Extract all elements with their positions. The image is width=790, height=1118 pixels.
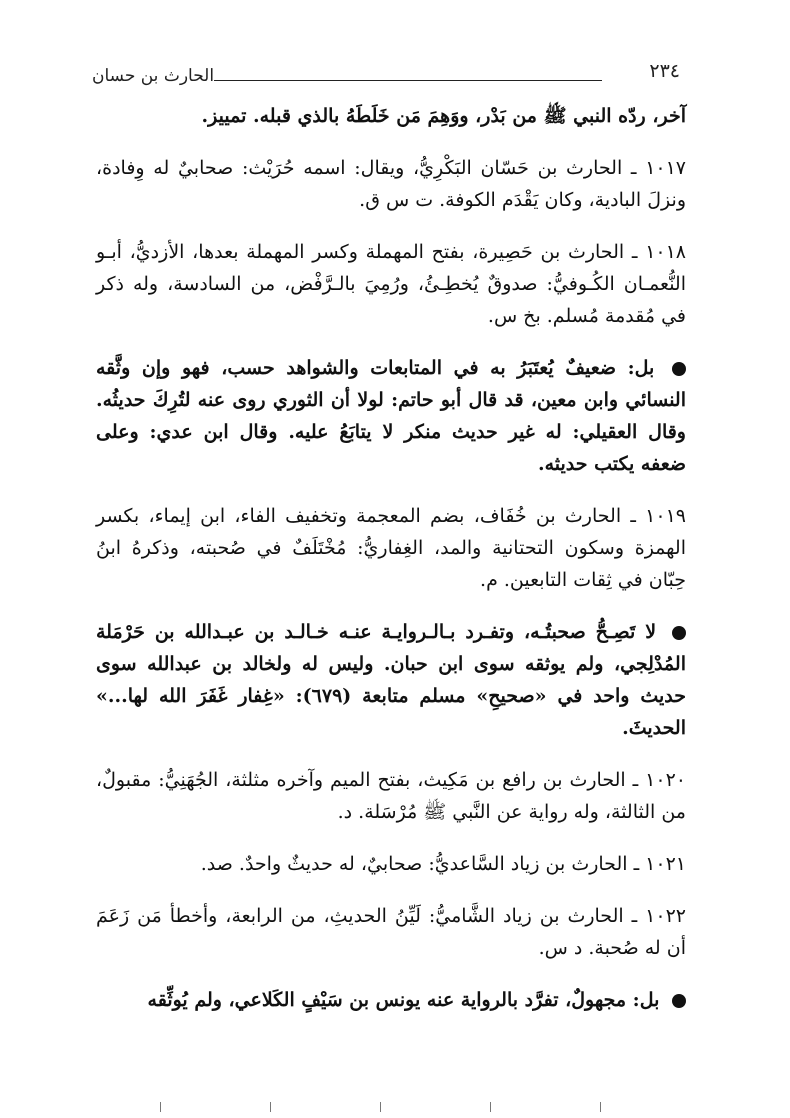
page-number: ٢٣٤: [649, 60, 680, 82]
entry-number: ١٠١٧ ـ: [630, 157, 687, 179]
bullet-icon: [672, 362, 686, 376]
header-rule: [214, 80, 602, 81]
page-body: [96, 100, 686, 1016]
entry-number: ١٠٢٠ ـ: [632, 769, 686, 791]
note-1022: [96, 984, 686, 1016]
entry-1022: [96, 900, 686, 964]
entry-1017: [96, 152, 686, 216]
entry-text: الحارث بن حَسّان البَكْرِيُّ، ويقال: اسمه حُرَيْث: صحابيٌ له وِفادة، ونزلَ البادية، وكان يَقْدَم الكوفة. ت س ق.: [96, 157, 686, 211]
entry-text: الحارث بن رافع بن مَكِيث، بفتح الميم وآخره مثلثة، الجُهَنِيُّ: مقبولٌ، من الثالثة، وله رواية عن النَّبي ﷺ مُرْسَلة. د.: [96, 769, 686, 823]
note-1019: [96, 616, 686, 744]
entry-1021: [96, 848, 686, 880]
note-1018: [96, 352, 686, 480]
entry-number: ١٠١٩ ـ: [630, 505, 686, 527]
entry-number: ١٠١٨ ـ: [631, 241, 687, 263]
entry-1020: [96, 764, 686, 828]
note-text: بل: ضعيفٌ يُعتَبَرُ به في المتابعات والشواهد حسب، فهو وإن وثَّقه النسائي وابن معين، قد قال أبو حاتم: لولا أن الثوري روى عنه لتُرِكَ حديثُه. وقال العقيلي: له غير حديث منكر لا يتابَعُ عليه. وقال ابن عدي: وعلى ضعفه يكتب حديثه.: [96, 357, 686, 475]
entry-1019: [96, 500, 686, 596]
bullet-icon: [672, 626, 686, 640]
entry-number: ١٠٢٢ ـ: [631, 905, 686, 927]
entry-text: الحارث بن حَصِيرة، بفتح المهملة وكسر المهملة بعدها، الأزديُّ، أبـو النُّعمـان الكُـوفيُّ: صدوقٌ يُخطِـئُ، ورُمِيَ بالـرَّفْض، من السادسة، وله ذكر في مُقدمة مُسلم. بخ س.: [96, 241, 686, 327]
paragraph-text: آخر، ردّه النبي ﷺ من بَدْر، ووَهِمَ مَن خَلَطَهُ بالذي قبله. تمييز.: [201, 105, 686, 127]
entry-number: ١٠٢١ ـ: [633, 853, 686, 875]
entry-1018: [96, 236, 686, 332]
note-text: لا تَصِـحُّ صحبتُـه، وتفـرد بـالـروايـة عنـه خـالـد بن عبـدالله بن حَرْمَلة المُدْلِجي، ولم يوثقه سوى ابن حبان. وليس له ولخالد بن عبدالله سوى حديث واحد في «صحيحِ» مسلم متابعة (٦٧٩): «غِفار غَفَرَ الله لها...» الحديثَ.: [96, 621, 687, 739]
entry-text: الحارث بن زياد الشَّاميُّ: لَيِّنُ الحديثِ، من الرابعة، وأخطأ مَن زَعَمَ أن له صُحبة. د س.: [96, 905, 686, 959]
continuation-paragraph: [96, 100, 686, 132]
running-title: الحارث بن حسان: [92, 66, 215, 86]
bullet-icon: [672, 994, 686, 1008]
note-text: بل: مجهولٌ، تفرَّد بالرواية عنه يونس بن سَيْفٍ الكَلاعي، ولم يُوثِّقه: [147, 989, 660, 1011]
entry-text: الحارث بن زياد السَّاعديُّ: صحابيٌ، له حديثٌ واحدٌ. صد.: [200, 853, 628, 875]
scan-edge-marks: [120, 1102, 680, 1112]
entry-text: الحارث بن خُفَاف، بضم المعجمة وتخفيف الفاء، ابن إيماء، بكسر الهمزة وسكون التحتانية والمد، الغِفاريُّ: مُخْتَلَفٌ في صُحبته، وذكرهُ ابنُ حِبّان في ثِقات التابعين. م.: [96, 505, 686, 591]
page-header: [92, 58, 680, 94]
